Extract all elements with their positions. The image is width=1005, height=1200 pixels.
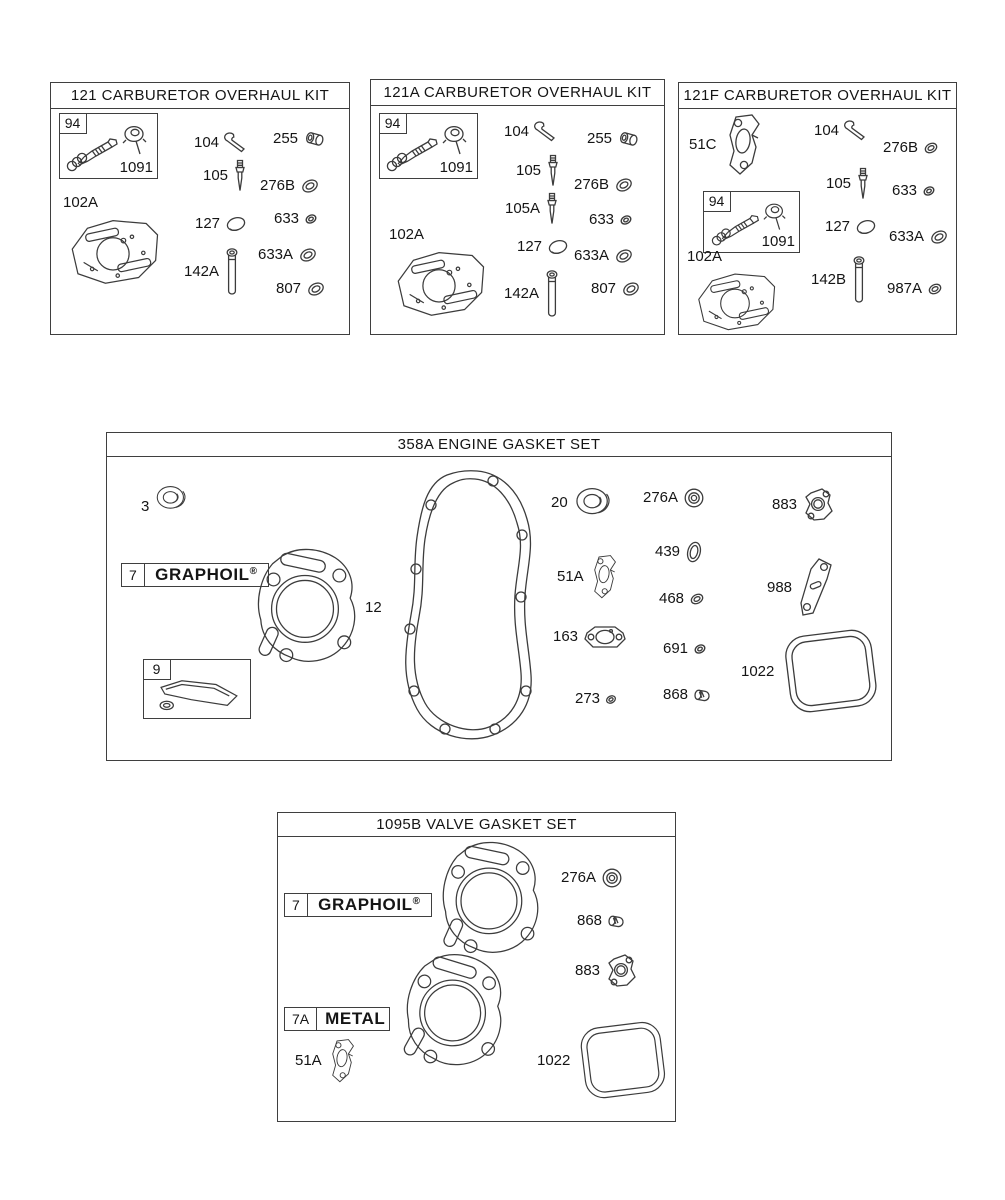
main-jet-icon bbox=[224, 247, 240, 297]
needle-seat-inset bbox=[379, 113, 478, 179]
badge-number: 7A bbox=[285, 1008, 317, 1030]
part-label: 104 bbox=[504, 122, 530, 140]
o-ring-icon bbox=[619, 214, 633, 226]
part-104 bbox=[194, 132, 250, 154]
part-807 bbox=[276, 280, 326, 298]
part-105 bbox=[516, 154, 560, 188]
part-127 bbox=[825, 217, 877, 237]
panel-kit-121A bbox=[370, 79, 665, 335]
main-jet-icon bbox=[851, 255, 867, 305]
inset-badge-label: 9 bbox=[152, 661, 161, 677]
part-691 bbox=[663, 641, 707, 658]
rocker-gasket-inset bbox=[143, 659, 251, 719]
part-102A bbox=[389, 227, 489, 319]
graphoil-badge bbox=[284, 893, 432, 917]
part-102A bbox=[63, 195, 163, 287]
retainer-clip-icon bbox=[844, 120, 870, 142]
panel-kit-121F bbox=[678, 82, 957, 335]
cylinder-head-gasket-icon bbox=[434, 837, 542, 957]
part-273 bbox=[575, 691, 617, 708]
part-label: 633 bbox=[274, 210, 300, 227]
part-label: 468 bbox=[659, 590, 685, 607]
part-label: 102A bbox=[389, 226, 425, 243]
needle-valve-icon bbox=[233, 159, 247, 193]
exhaust-port-gasket-icon bbox=[802, 487, 834, 523]
part-633A bbox=[889, 228, 949, 246]
part-807 bbox=[591, 280, 641, 298]
part-987A bbox=[887, 281, 943, 298]
inset-badge-label: 94 bbox=[708, 193, 725, 209]
part-255 bbox=[273, 129, 327, 149]
part-3 bbox=[141, 483, 190, 515]
part-label: 127 bbox=[517, 237, 543, 255]
inset-callout: 1091 bbox=[761, 233, 795, 250]
o-ring-icon bbox=[929, 228, 949, 246]
part-label: 104 bbox=[814, 121, 840, 139]
inset-badge-label: 94 bbox=[384, 115, 401, 131]
part-label: 51A bbox=[295, 1051, 322, 1069]
badge-text bbox=[317, 1008, 393, 1030]
panel-title: 358A ENGINE GASKET SET bbox=[107, 433, 891, 457]
part-label: 868 bbox=[577, 912, 603, 929]
oil-seal-icon bbox=[573, 485, 615, 521]
panel-title: 1095B VALVE GASKET SET bbox=[278, 813, 675, 837]
part-label: 276A bbox=[643, 488, 679, 506]
part-label: 102A bbox=[63, 194, 99, 211]
part-163 bbox=[553, 623, 627, 651]
o-ring-icon bbox=[689, 592, 705, 606]
part-276A bbox=[561, 867, 623, 889]
badge-text-label: METAL bbox=[325, 1009, 386, 1028]
part-label: 273 bbox=[575, 690, 601, 707]
part-468 bbox=[659, 591, 705, 608]
panel-title: 121F CARBURETOR OVERHAUL KIT bbox=[679, 83, 956, 109]
oval-ring-icon bbox=[685, 539, 703, 565]
panel-engine-gasket-set bbox=[106, 432, 892, 761]
o-ring-icon bbox=[605, 694, 617, 705]
part-276B bbox=[260, 177, 320, 195]
part-102A bbox=[687, 249, 783, 333]
part-1022 bbox=[537, 1013, 671, 1109]
part-868 bbox=[577, 913, 625, 930]
panel-kit-121 bbox=[50, 82, 350, 335]
part-label: 142A bbox=[504, 284, 540, 302]
o-ring-icon bbox=[300, 177, 320, 195]
part-988 bbox=[767, 557, 835, 619]
o-ring-icon bbox=[614, 176, 634, 194]
seat-washer-icon bbox=[547, 237, 569, 257]
part-label: 12 bbox=[365, 598, 382, 616]
metal-badge bbox=[284, 1007, 390, 1031]
registered-mark: ® bbox=[412, 896, 421, 907]
part-label: 142A bbox=[184, 262, 220, 280]
badge-text-label: GRAPHOIL bbox=[318, 895, 413, 914]
seat-washer-icon bbox=[855, 217, 877, 237]
part-label: 988 bbox=[767, 578, 793, 596]
o-ring-icon bbox=[298, 246, 318, 264]
part-label: 883 bbox=[575, 961, 601, 979]
plug-icon bbox=[607, 914, 625, 929]
part-633 bbox=[274, 211, 318, 228]
part-label: 163 bbox=[553, 627, 579, 645]
badge-number: 7 bbox=[285, 894, 308, 916]
needle-valve-icon bbox=[856, 167, 870, 201]
part-label: 105 bbox=[516, 161, 542, 179]
part-20 bbox=[551, 485, 615, 521]
part-label: 105 bbox=[826, 174, 852, 192]
needle-seat-inset bbox=[59, 113, 158, 179]
bracket-gasket-icon bbox=[797, 557, 835, 619]
part-label: 691 bbox=[663, 640, 689, 657]
grommet-icon bbox=[601, 867, 623, 889]
crankcase-gasket-icon bbox=[387, 467, 539, 749]
part-label: 276B bbox=[574, 175, 610, 193]
part-868 bbox=[663, 687, 711, 704]
part-142A bbox=[504, 269, 560, 319]
part-label: 868 bbox=[663, 686, 689, 703]
part-142A bbox=[184, 247, 240, 297]
part-label: 127 bbox=[825, 217, 851, 235]
part-633 bbox=[892, 183, 936, 200]
panel-title: 121 CARBURETOR OVERHAUL KIT bbox=[51, 83, 349, 109]
part-127 bbox=[195, 214, 247, 234]
part-label: 633 bbox=[892, 182, 918, 199]
o-ring-icon bbox=[621, 280, 641, 298]
bushing-icon bbox=[303, 129, 327, 149]
intake-gasket-icon bbox=[722, 113, 764, 177]
badge-text bbox=[308, 894, 431, 916]
part-label: 276A bbox=[561, 868, 597, 886]
part-127 bbox=[517, 237, 569, 257]
part-label: 633 bbox=[589, 211, 615, 228]
part-label: 20 bbox=[551, 493, 568, 511]
graphoil-badge bbox=[121, 563, 269, 587]
part-105 bbox=[826, 167, 870, 201]
part-label: 987A bbox=[887, 280, 923, 297]
part-276B bbox=[883, 140, 939, 157]
o-ring-icon bbox=[923, 141, 939, 155]
registered-mark: ® bbox=[249, 566, 258, 577]
part-label: 105 bbox=[203, 166, 229, 184]
part-883 bbox=[575, 953, 637, 989]
panel-title: 121A CARBURETOR OVERHAUL KIT bbox=[371, 80, 664, 106]
part-label: 104 bbox=[194, 133, 220, 151]
o-ring-icon bbox=[693, 643, 707, 655]
part-label: 105A bbox=[505, 199, 541, 217]
part-label: 883 bbox=[772, 495, 798, 513]
bushing-icon bbox=[617, 129, 641, 149]
o-ring-icon bbox=[927, 282, 943, 296]
part-883 bbox=[772, 487, 834, 523]
part-633A bbox=[574, 247, 634, 265]
seat-washer-icon bbox=[225, 214, 247, 234]
carburetor-mounting-gasket-icon bbox=[389, 247, 489, 319]
part-label: 127 bbox=[195, 214, 221, 232]
part-12 bbox=[365, 467, 539, 749]
part-51C bbox=[689, 113, 764, 177]
part-label: 807 bbox=[276, 279, 302, 297]
part-label: 633A bbox=[889, 227, 925, 245]
part-label: 51A bbox=[557, 567, 584, 585]
part-1022 bbox=[741, 623, 883, 721]
part-104 bbox=[504, 121, 560, 143]
carburetor-flange-gasket-icon bbox=[583, 623, 627, 651]
retainer-clip-icon bbox=[534, 121, 560, 143]
intake-gasket-icon bbox=[589, 553, 619, 601]
part-105 bbox=[203, 159, 247, 193]
part-255 bbox=[587, 129, 641, 149]
part-276A bbox=[643, 487, 705, 509]
oil-seal-icon bbox=[154, 483, 190, 515]
o-ring-icon bbox=[304, 213, 318, 225]
o-ring-icon bbox=[306, 280, 326, 298]
part-51A bbox=[295, 1037, 357, 1085]
carburetor-mounting-gasket-icon bbox=[687, 269, 783, 333]
badge-number: 7 bbox=[122, 564, 145, 586]
part-142B bbox=[811, 255, 867, 305]
part-label: 807 bbox=[591, 279, 617, 297]
panel-valve-gasket-set bbox=[277, 812, 676, 1122]
part-label: 276B bbox=[883, 139, 919, 156]
needle-seat-inset bbox=[703, 191, 800, 253]
valve-cover-gasket-icon bbox=[575, 1013, 671, 1109]
part-label: 3 bbox=[141, 497, 150, 515]
o-ring-icon bbox=[922, 185, 936, 197]
part-633A bbox=[258, 246, 318, 264]
part-276B bbox=[574, 176, 634, 194]
part-label: 255 bbox=[587, 129, 613, 147]
part-104 bbox=[814, 120, 870, 142]
cylinder-head-gasket-icon bbox=[393, 945, 511, 1074]
inset-callout: 1091 bbox=[119, 159, 153, 176]
part-label: 276B bbox=[260, 176, 296, 194]
badge-text-label: GRAPHOIL bbox=[155, 565, 250, 584]
part-label: 51C bbox=[689, 135, 717, 153]
part-label: 633A bbox=[574, 246, 610, 264]
exhaust-port-gasket-icon bbox=[605, 953, 637, 989]
carburetor-mounting-gasket-icon bbox=[63, 215, 163, 287]
part-label: 255 bbox=[273, 129, 299, 147]
rocker-cover-gasket-icon bbox=[152, 676, 244, 712]
part-label: 102A bbox=[687, 248, 723, 265]
retainer-clip-icon bbox=[224, 132, 250, 154]
inset-badge-label: 94 bbox=[64, 115, 81, 131]
o-ring-icon bbox=[614, 247, 634, 265]
part-439 bbox=[655, 539, 703, 565]
main-jet-icon bbox=[544, 269, 560, 319]
part-51A bbox=[557, 553, 619, 601]
intake-gasket-icon bbox=[327, 1037, 357, 1085]
part-label: 1022 bbox=[741, 662, 775, 680]
needle-valve-icon bbox=[546, 154, 560, 188]
grommet-icon bbox=[683, 487, 705, 509]
inset-callout: 1091 bbox=[439, 159, 473, 176]
valve-cover-gasket-icon bbox=[779, 623, 883, 721]
part-label: 439 bbox=[655, 542, 681, 560]
part-633 bbox=[589, 212, 633, 229]
part-label: 633A bbox=[258, 245, 294, 263]
cylinder-head-gasket-icon bbox=[249, 543, 359, 667]
needle-valve-icon bbox=[545, 192, 559, 226]
part-105A bbox=[505, 192, 559, 226]
part-label: 1022 bbox=[537, 1051, 571, 1069]
part-label: 142B bbox=[811, 270, 847, 288]
plug-icon bbox=[693, 688, 711, 703]
